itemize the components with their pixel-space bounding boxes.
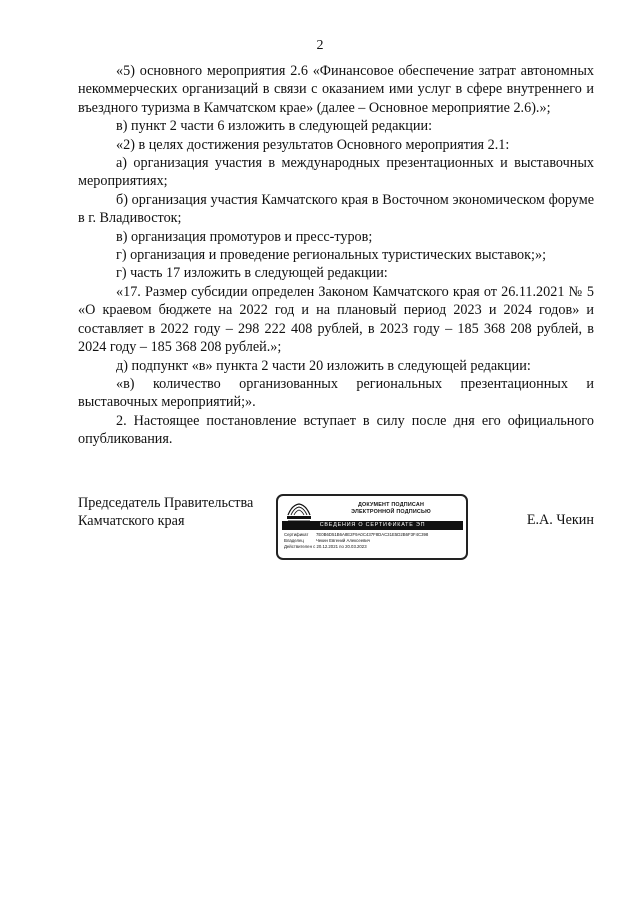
stamp-title-line: ЭЛЕКТРОННОЙ ПОДПИСЬЮ bbox=[351, 509, 431, 515]
paragraph: в) пункт 2 части 6 изложить в следующей редакции: bbox=[116, 118, 433, 135]
paragraph: г) организация и проведение региональных туристических выставок;»; bbox=[116, 247, 547, 264]
paragraph: «в) количество организованных региональных презентационных и выставочных мероприятий;». bbox=[78, 375, 594, 411]
signatory-position bbox=[78, 494, 253, 531]
signatory-name: Е.А. Чекин bbox=[526, 512, 594, 528]
stamp-row-value: Чекин Евгений Алексеевич bbox=[316, 538, 371, 543]
paragraph: «5) основного мероприятия 2.6 «Финансовое обеспечение затрат автономных некоммерческих организаций в связи с оказанием ими услуг в сфере внутреннего и въездного туризма в Камчатском крае» (далее – Основное мероприятие 2.6).»; bbox=[78, 63, 594, 116]
stamp-title bbox=[318, 502, 464, 516]
signatory-position-line: Камчатского края bbox=[78, 513, 185, 530]
paragraph: г) часть 17 изложить в следующей редакции: bbox=[116, 265, 388, 282]
paragraph: д) подпункт «в» пункта 2 части 20 изложить в следующей редакции: bbox=[116, 357, 531, 374]
stamp-row-value: Действителен с 20.12.2021 по 20.03.2023 bbox=[284, 544, 367, 549]
stamp-certificate-header: СВЕДЕНИЯ О СЕРТИФИКАТЕ ЭП bbox=[282, 521, 463, 530]
paragraph: в) организация промотуров и пресс-туров; bbox=[116, 228, 373, 245]
paragraph: 2. Настоящее постановление вступает в силу после дня его официального опубликования. bbox=[78, 412, 594, 448]
stamp-certificate-details bbox=[284, 532, 464, 550]
paragraph: б) организация участия Камчатского края в Восточном экономическом форуме в г. Владивосток; bbox=[78, 191, 594, 227]
paragraph: а) организация участия в международных презентационных и выставочных мероприятиях; bbox=[78, 155, 594, 190]
signatory-position-line: Председатель Правительства bbox=[78, 495, 254, 511]
stamp-row-key: Владелец bbox=[284, 538, 304, 543]
document-body bbox=[78, 62, 594, 449]
stamp-title-line: ДОКУМЕНТ ПОДПИСАН bbox=[357, 502, 425, 508]
paragraph: «2) в целях достижения результатов Основного мероприятия 2.1: bbox=[116, 136, 510, 153]
stamp-row bbox=[284, 544, 464, 550]
electronic-signature-stamp bbox=[276, 494, 468, 560]
stamp-row-value: 7E0B6D51B6A8E2F9A0C437F8DAC31E5D2B6F3F4C398 bbox=[316, 532, 429, 537]
signature-block bbox=[78, 494, 594, 574]
page-number: 2 bbox=[316, 38, 324, 53]
stamp-row-key: Сертификат bbox=[284, 532, 309, 537]
paragraph: «17. Размер субсидии определен Законом Камчатского края от 26.11.2021 № 5 «О краевом бюджете на 2022 год и на плановый период 2023 и 2024 годов» и составляет в 2022 году – 298 222 408 рублей, в 2023 году – 185 368 208 рублей, в 2024 году – 185 368 208 рублей.»; bbox=[78, 283, 594, 356]
